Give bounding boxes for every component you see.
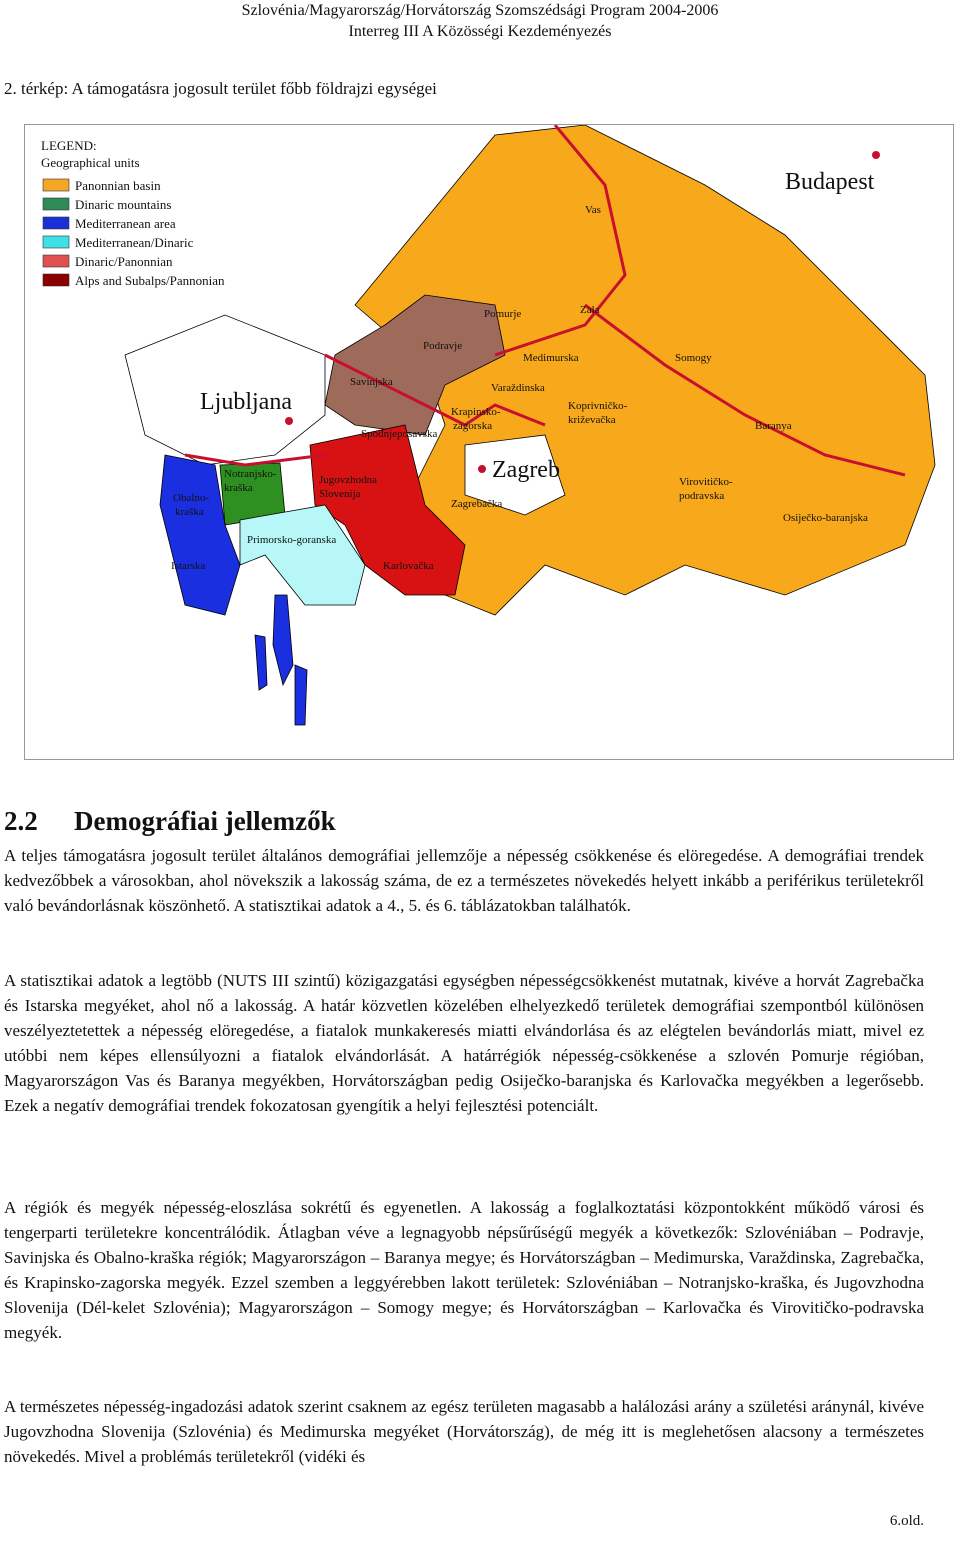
- city-label-budapest: Budapest: [785, 169, 875, 195]
- region-label-istarska: Istarska: [171, 560, 206, 572]
- region-label-savinjska: Savinjska: [350, 376, 393, 388]
- paragraph-2: A statisztikai adatok a legtöbb (NUTS III szintű) közigazgatási egységben népességcsökkenést mutatnak, kivéve a horvát Zagrebačka és Istarska megyéket, ahol nő a lakosság. A határ közvetlen közelében elhelyezkedő területek demográfiai szempontból különösen veszélyeztetettek a népesség elöregedése, a fiatalok munkakeresés miatti elvándorlása és az elégtelen bevándorlás miatt, mivel ez utóbbi nem képes ellensúlyozni a fiatalok elvándorlását. A határrégiók népesség-csökkenése a szlovén Pomurje régióban, Magyarországon Vas és Baranya megyékben, Horvátországban pedig Osiječko-baranjska és Karlovačka megyékben a legerősebb. Ezek a negatív demográfiai trendek fokozatosan gyengítik a helyi fejlesztési potenciált.: [4, 971, 924, 1115]
- legend-subtitle: Geographical units: [41, 155, 140, 170]
- map-caption: 2. térkép: A támogatásra jogosult terület főbb földrajzi egységei: [4, 79, 437, 98]
- ljubljana-dot: [285, 417, 293, 425]
- legend-label: Panonnian basin: [75, 178, 161, 193]
- map-figure: [24, 124, 954, 760]
- section-heading: [4, 806, 336, 837]
- region-label-notranjsko-2: kraška: [224, 482, 253, 494]
- region-label-zala: Zala: [580, 304, 600, 316]
- region-islands: [255, 595, 307, 725]
- region-label-baranya: Baranya: [755, 420, 792, 432]
- region-label-primorsko: Primorsko-goranska: [247, 534, 337, 546]
- region-label-karlovacka: Karlovačka: [383, 560, 434, 572]
- legend-swatch: [43, 217, 69, 229]
- region-label-varazdinska: Varaždinska: [491, 382, 545, 394]
- city-label-zagreb: Zagreb: [492, 457, 560, 483]
- region-label-zagrebacka: Zagrebačka: [451, 498, 503, 510]
- region-label-medimurska: Medimurska: [523, 352, 579, 364]
- header-program-title: Szlovénia/Magyarország/Horvátország Szomszédsági Program 2004-2006: [241, 2, 719, 19]
- region-label-jugovzhodna: Jugovzhodna: [319, 474, 378, 486]
- page-number: 6.old.: [889, 1513, 924, 1529]
- region-label-krapinsko-2: zagorska: [453, 420, 493, 432]
- header-initiative-title: Interreg III A Közösségi Kezdeményezés: [348, 23, 612, 40]
- region-label-somogy: Somogy: [675, 352, 712, 364]
- city-label-ljubljana: Ljubljana: [200, 389, 292, 415]
- region-label-virovitico: Virovitičko-: [679, 476, 733, 488]
- region-label-obalno: Obalno-: [173, 492, 210, 504]
- legend-swatch: [43, 236, 69, 248]
- legend-swatch: [43, 274, 69, 286]
- region-label-osijecko: Osiječko-baranjska: [783, 512, 868, 524]
- section-number: 2.2: [4, 806, 38, 836]
- legend-label: Dinaric/Panonnian: [75, 254, 173, 269]
- region-label-obalno-2: kraška: [175, 506, 204, 518]
- regional-map: [25, 125, 953, 759]
- page-header: [0, 0, 960, 42]
- region-label-podravje: Podravje: [423, 340, 463, 352]
- legend-swatch: [43, 255, 69, 267]
- region-label-vas: Vas: [585, 204, 601, 216]
- region-label-jugovzhodna-2: Slovenija: [319, 488, 361, 500]
- region-label-virovitico-2: podravska: [679, 490, 725, 502]
- region-label-spodnjeposavska: Spodnjeposavska: [361, 428, 438, 440]
- region-label-notranjsko: Notranjsko-: [224, 468, 277, 480]
- section-title: Demográfiai jellemzők: [74, 806, 336, 836]
- region-label-koprivnicko: Koprivničko-: [568, 400, 628, 412]
- region-label-koprivnicko-2: križevačka: [568, 414, 616, 426]
- legend-label: Mediterranean/Dinaric: [75, 235, 194, 250]
- region-label-krapinsko: Krapinsko-: [451, 406, 501, 418]
- legend-label: Alps and Subalps/Pannonian: [75, 273, 225, 288]
- legend-swatch: [43, 179, 69, 191]
- legend-label: Dinaric mountains: [75, 197, 172, 212]
- region-label-pomurje: Pomurje: [484, 308, 522, 320]
- legend-swatch: [43, 198, 69, 210]
- paragraph-1: A teljes támogatásra jogosult terület általános demográfiai jellemzője a népesség csökkenése és elöregedése. A demográfiai trendek kedvezőbbek a városokban, ahol növekszik a lakosság száma, de ez a természetes növekedés helyett inkább a periférikus területekről való bevándorlásnak köszönhető. A statisztikai adatok a 4., 5. és 6. táblázatokban találhatók.: [4, 846, 924, 915]
- paragraph-4: A természetes népesség-ingadozási adatok szerint csaknem az egész területen magasabb a halálozási arány a születési aránynál, kivéve Jugovzhodna Slovenija (Szlovénia) és Medimurska megyéket (Horvátország), de még itt is meglehetősen alacsony a természetes növekedés. Mivel a problémás területekről (vidéki és: [4, 1397, 924, 1466]
- legend-label: Mediterranean area: [75, 216, 176, 231]
- paragraph-3: A régiók és megyék népesség-eloszlása sokrétű és egyenetlen. A lakosság a foglalkoztatási központokként működő városi és tengerparti területekre koncentrálódik. Átlagban véve a legnagyobb népsűrűségű megyék a következők: Szlovéniában – Podravje, Savinjska és Obalno-kraška régiók; Magyarországon – Baranya megye; és Horvátországban – Medimurska, Varaždinska, Zagrebačka, és Krapinsko-zagorska megyék. Ezzel szemben a leggyérebben lakott területek: Szlovéniában – Notranjsko-kraška, és Jugovzhodna Slovenija (Dél-kelet Szlovénia); Magyarországon – Somogy megye; és Horvátországban – Karlovačka és Virovitičko-podravska megyék.: [4, 1198, 924, 1342]
- map-legend: [41, 138, 225, 288]
- zagreb-dot: [478, 465, 486, 473]
- budapest-dot: [872, 151, 880, 159]
- legend-title: LEGEND:: [41, 138, 97, 153]
